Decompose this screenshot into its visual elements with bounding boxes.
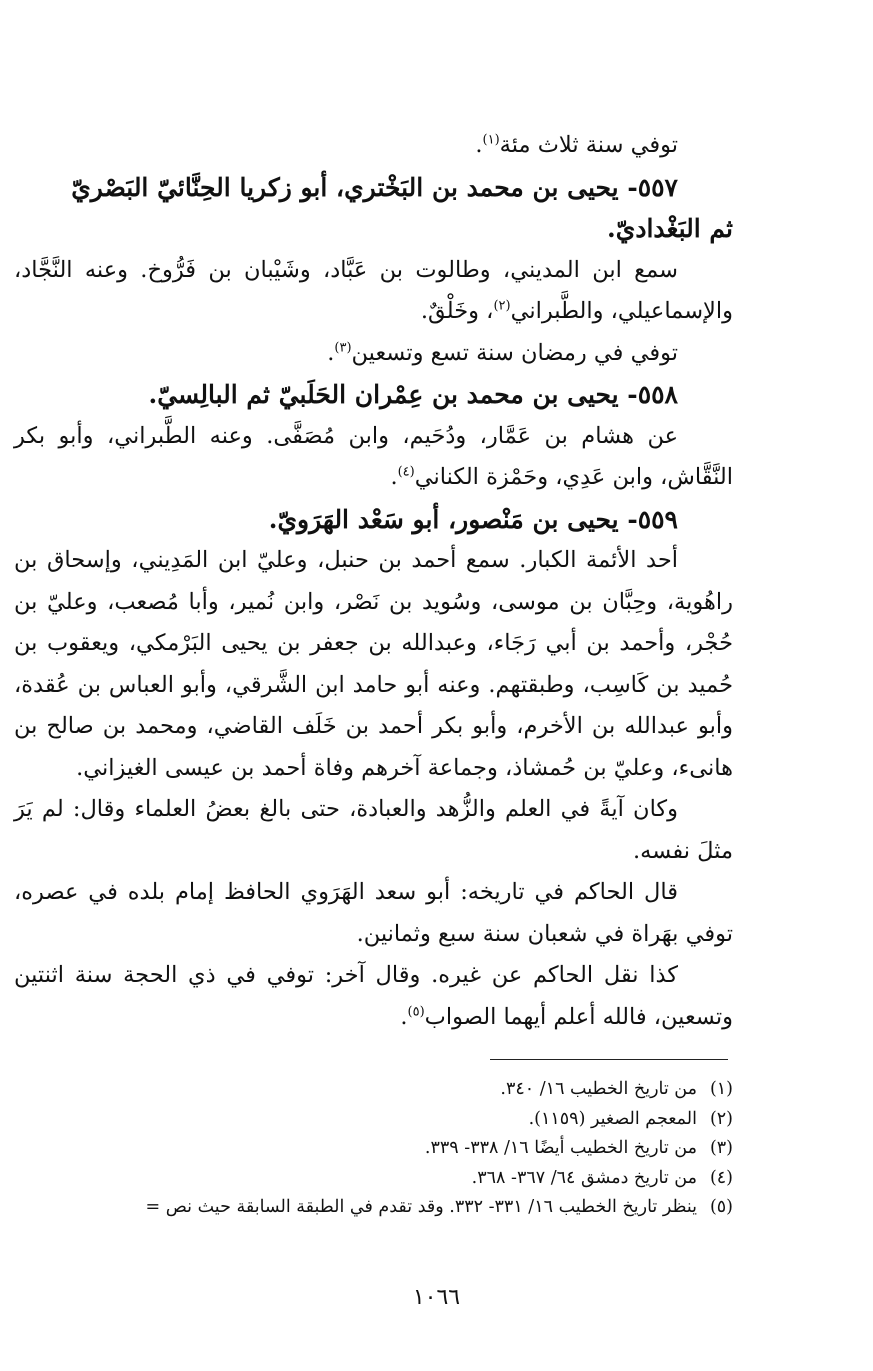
footnote-number: (٥) — [709, 1197, 733, 1217]
paragraph-558-narrators: عن هشام بن عَمَّار، ودُحَيم، وابن مُصَفَّى. وعنه الطَّبراني، وأبو بكر النَّقَّاش، وابن عَدِي، وحَمْزة الكناني$^{(٤)}$. — [14, 422, 733, 490]
footnote-divider — [490, 1059, 728, 1060]
footnotes — [8, 1075, 733, 1223]
footnote-text: من تاريخ دمشق ٦٤/ ٣٦٧- ٣٦٨. — [471, 1167, 697, 1188]
paragraph-559-death: كذا نقل الحاكم عن غيره. وقال آخر: توفي في ذي الحجة سنة اثنتين وتسعين، فالله أعلم أيهما الصواب$^{(٥)}$. — [14, 962, 733, 1030]
main-text — [14, 125, 733, 1038]
footnote-text: من تاريخ الخطيب أيضًا ١٦/ ٣٣٨- ٣٣٩. — [424, 1138, 697, 1158]
page-number: ١٠٦٦ — [412, 1285, 461, 1310]
footnote-number: (٢) — [709, 1108, 733, 1129]
footnote-3 — [8, 1134, 733, 1164]
footnote-1 — [8, 1075, 733, 1105]
footnote-ref-1: (١) — [482, 132, 500, 148]
paragraph-death-note: توفي سنة ثلاث مئة$^{(١)}$. — [475, 132, 678, 158]
footnote-number: (١) — [709, 1079, 733, 1099]
footnote-number: (٤) — [709, 1167, 733, 1188]
footnote-2 — [8, 1105, 733, 1135]
entry-heading-557: ٥٥٧- يحيى بن محمد بن البَخْتري، أبو زكريا الحِنَّائيّ البَصْريّ ثم البَغْداديّ. — [71, 172, 733, 243]
footnote-ref-5: (٥) — [407, 1004, 425, 1019]
footnote-ref-4: (٤) — [397, 464, 415, 480]
footnote-5 — [8, 1193, 733, 1223]
footnote-text: من تاريخ الخطيب ١٦/ ٣٤٠. — [500, 1079, 697, 1099]
paragraph-557-death: توفي في رمضان سنة تسع وتسعين$^{(٣)}$. — [327, 339, 678, 366]
paragraph-557-narrators: سمع ابن المديني، وطالوت بن عَبَّاد، وشَيْبان بن فَرُّوخ. وعنه النَّجَّاد، والإسماعيلي، والطَّبراني$^{(٢)}$، وخَلْقٌ. — [14, 256, 733, 324]
entry-heading-559: ٥٥٩- يحيى بن مَنْصور، أبو سَعْد الهَرَويّ. — [268, 504, 678, 534]
footnote-text: المعجم الصغير (١١٥٩). — [528, 1108, 697, 1129]
entry-heading-558: ٥٥٨- يحيى بن محمد بن عِمْران الحَلَبيّ ثم البالِسيّ. — [148, 380, 678, 409]
footnote-ref-3: (٣) — [334, 340, 352, 355]
footnote-ref-2: (٢) — [493, 298, 511, 314]
paragraph-559-biography: أحد الأئمة الكبار. سمع أحمد بن حنبل، وعليّ ابن المَدِيني، وإسحاق بن راهُوية، وحِبَّان بن موسى، وسُويد بن نَصْر، وابن نُمير، وأبا مُصعب، وعليّ بن حُجْر، وأحمد بن أبي رَجَاء، وعبدالله بن جعفر بن يحيى البَرْمكي، ويعقوب بن حُميد بن كَاسِب، وطبقتهم. وعنه أبو حامد ابن الشَّرقي، وأبو العباس بن عُقدة، وأبو عبدالله بن الأخرم، وأبو بكر أحمد بن خَلَف القاضي، ومحمد بن صالح بن هانىء، وعليّ بن حُمشاذ، وجماعة آخرهم وفاة أحمد بن عيسى الغيزاني. — [14, 547, 733, 781]
footnote-text: ينظر تاريخ الخطيب ١٦/ ٣٣١- ٣٣٢. وقد تقدم في الطبقة السابقة حيث نص = — [145, 1197, 697, 1217]
paragraph-559-praise: وكان آيةً في العلم والزُّهد والعبادة، حتى بالغ بعضُ العلماء وقال: لم يَرَ مثلَ نفسه. — [14, 796, 733, 864]
footnote-number: (٣) — [709, 1138, 733, 1158]
paragraph-559-hakim: قال الحاكم في تاريخه: أبو سعد الهَرَوي الحافظ إمام بلده في عصره، توفي بهَراة في شعبان سنة سبع وثمانين. — [14, 879, 733, 947]
footnote-4 — [8, 1164, 733, 1194]
